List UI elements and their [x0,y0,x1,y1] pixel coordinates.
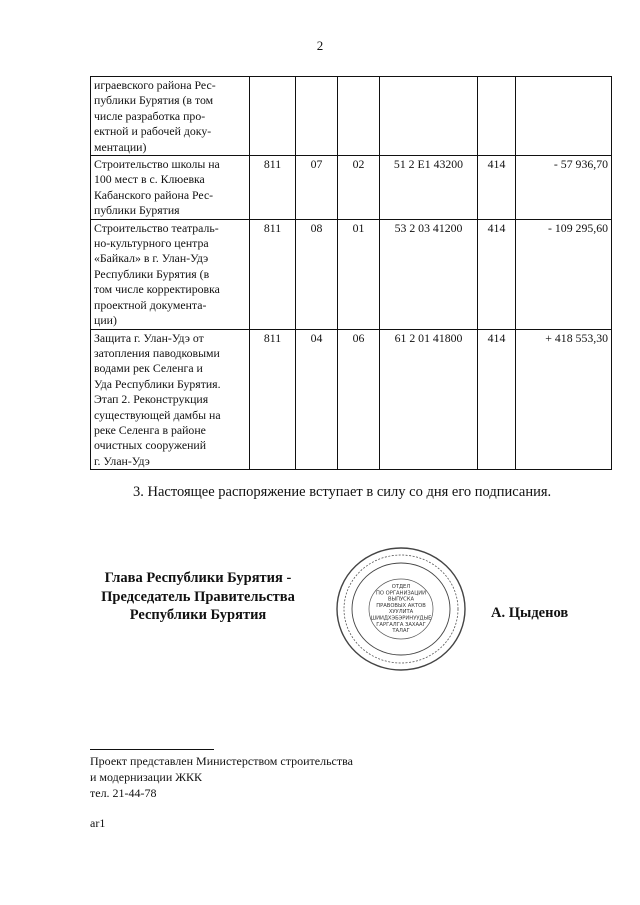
table-row [91,156,612,220]
table-row [91,219,612,329]
expense-type-cell: 414 [478,219,516,329]
object-name-line: Защита г. Улан-Удэ от [94,330,204,345]
ministry-cell: 811 [250,219,296,329]
amount-cell: - 109 295,60 [516,219,612,329]
object-name-line: г. Улан-Удэ [94,453,150,468]
section-cell: 07 [296,156,338,220]
amount-cell [516,77,612,156]
seal-text-line: ПРАВОВЫХ АКТОВ [376,602,426,609]
object-name-line: ектной и рабочей доку- [94,124,212,139]
object-name-line: ции) [94,313,117,328]
ministry-cell [250,77,296,156]
object-name-line: реке Селенга в районе [94,422,206,437]
object-name-line: Этап 2. Реконструкция [94,392,209,407]
object-name-line: проектной документа- [94,297,207,312]
budget-changes-table [90,76,612,470]
author-code: ar1 [90,816,106,830]
expense-type-cell: 414 [478,156,516,220]
seal-text-line: ОТДЕЛ [391,584,411,590]
section-cell: 04 [296,329,338,470]
table-row [91,329,612,470]
ministry-cell: 811 [250,329,296,470]
seal-text-line: ПО ОРГАНИЗАЦИИ [375,590,427,597]
expense-type-cell: 414 [478,329,516,470]
footnote [90,753,353,801]
object-name-line: Кабанского района Рес- [94,187,214,202]
object-name-cell [91,77,250,156]
object-name-line: затопления паводковыми [94,345,220,360]
seal-text-line: ШИИДХЭБЭРИНУУДЫЕ [370,615,432,622]
object-name-line: очистных сооружений [94,438,207,453]
object-name-line: Строительство театраль- [94,220,219,235]
signatory-title [78,569,318,625]
section-cell [296,77,338,156]
object-name-line: Республики Бурятия (в [94,266,210,281]
footnote-line: и модернизации ЖКК [90,770,203,784]
signatory-name: А. Цыденов [491,605,569,621]
object-name-line: играевского района Рес- [94,78,216,92]
ministry-cell: 811 [250,156,296,220]
seal-text-line: ГАРГАЛГА ЗАХААГ [376,621,426,628]
subsection-cell: 02 [338,156,380,220]
footnote-rule [90,749,214,750]
target-cell: 61 2 01 41800 [380,329,478,470]
signatory-title-line: Республики Бурятия [129,607,267,623]
amount-cell: - 57 936,70 [516,156,612,220]
amount-cell: + 418 553,30 [516,329,612,470]
footnote-line: тел. 21-44-78 [90,786,157,800]
object-name-line: том числе корректировка [94,282,220,297]
signatory-title-line: Глава Республики Бурятия - [104,570,292,586]
official-seal [334,545,468,673]
target-cell [380,77,478,156]
table-row [91,77,612,156]
object-name-line: публики Бурятия [94,203,180,218]
object-name-line: числе разработка про- [94,108,206,123]
target-cell: 53 2 03 41200 [380,219,478,329]
signatory-title-line: Председатель Правительства [101,588,295,605]
target-cell: 51 2 Е1 43200 [380,156,478,220]
object-name-line: водами рек Селенга и [94,361,203,376]
seal-text-line: ХУУЛИТА [388,609,414,616]
section-cell: 08 [296,219,338,329]
object-name-cell [91,219,250,329]
subsection-cell: 06 [338,329,380,470]
object-name-line: Строительство школы на [94,157,220,172]
seal-text-line: ВЫПУСКА [387,596,415,603]
object-name-line: 100 мест в с. Клюевка [94,172,205,187]
subsection-cell [338,77,380,156]
object-name-line: ментации) [94,139,147,154]
object-name-line: но-культурного центра [94,236,209,251]
object-name-line: публики Бурятия (в том [94,93,214,108]
object-name-cell [91,329,250,470]
object-name-line: существующей дамбы на [94,407,221,422]
object-name-cell [91,156,250,220]
page-number: 2 [316,38,324,53]
object-name-line: «Байкал» в г. Улан-Удэ [94,251,209,266]
object-name-line: Уда Республики Бурятия. [94,376,221,391]
expense-type-cell [478,77,516,156]
seal-text-line: ТАЛАГ [392,628,410,635]
clause-3: 3. Настоящее распоряжение вступает в силу со дня его подписания. [133,484,552,500]
subsection-cell: 01 [338,219,380,329]
footnote-line: Проект представлен Министерством строительства [90,754,353,768]
